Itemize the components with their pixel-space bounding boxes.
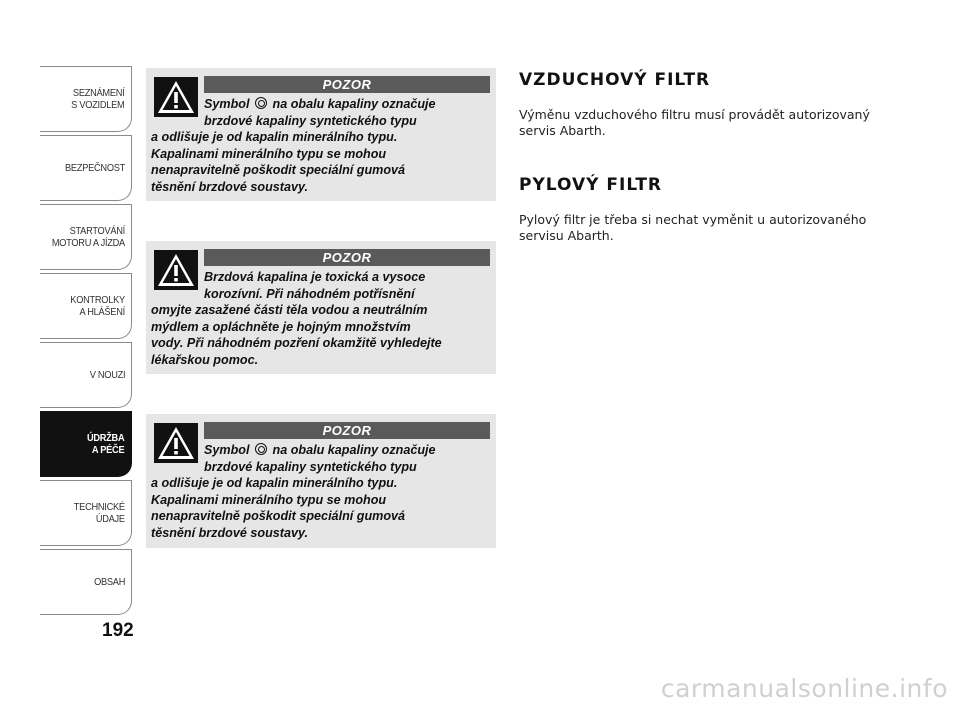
warning-line: nenapravitelně poškodit speciální gumová bbox=[151, 163, 406, 178]
tab-label: STARTOVÁNÍ MOTORU A JÍZDA bbox=[51, 225, 125, 249]
warning-line: Brzdová kapalina je toxická a vysoce bbox=[204, 270, 426, 284]
section-title-pollen-filter: PYLOVÝ FILTR bbox=[519, 175, 663, 195]
tab-udrzba-a-pece[interactable] bbox=[40, 411, 132, 477]
tab-kontrolky-a-hlaseni[interactable] bbox=[40, 273, 132, 339]
warning-header: POZOR bbox=[204, 76, 490, 93]
page-number: 192 bbox=[102, 620, 134, 641]
tab-obsah[interactable] bbox=[40, 549, 132, 615]
warning-header: POZOR bbox=[204, 422, 490, 439]
section-title-air-filter: VZDUCHOVÝ FILTR bbox=[519, 70, 711, 90]
warning-line: vody. Při náhodném pozření okamžitě vyhledejte bbox=[151, 336, 442, 351]
tab-technicke-udaje[interactable] bbox=[40, 480, 132, 546]
warning-line: omyjte zasažené části těla vodou a neutrálním bbox=[151, 303, 428, 318]
brake-fluid-symbol-icon bbox=[255, 443, 267, 455]
warning-line: lékařskou pomoc. bbox=[151, 352, 259, 367]
warning-box bbox=[146, 241, 496, 374]
warning-line: a odlišuje je od kapalin minerálního typu. bbox=[151, 476, 398, 491]
tab-bezpecnost[interactable] bbox=[40, 135, 132, 201]
warning-text bbox=[151, 96, 493, 196]
warning-box bbox=[146, 68, 496, 201]
tab-label: V NOUZI bbox=[89, 369, 125, 381]
warning-text bbox=[151, 269, 493, 369]
tab-label: BEZPEČNOST bbox=[64, 162, 125, 174]
warning-text-part: Symbol bbox=[204, 97, 253, 111]
section-body-pollen-filter: Pylový filtr je třeba si nechat vyměnit u autorizovaného servisu Abarth. bbox=[519, 212, 867, 243]
watermark: carmanualsonline.info bbox=[660, 674, 948, 703]
warning-text-part: na obalu kapaliny označuje bbox=[269, 97, 436, 111]
warning-header: POZOR bbox=[204, 249, 490, 266]
warning-line: mýdlem a opláchněte je hojným množstvím bbox=[151, 319, 411, 334]
warning-line: Kapalinami minerálního typu se mohou bbox=[151, 146, 387, 161]
tab-label: ÚDRŽBA A PÉČE bbox=[87, 432, 125, 456]
tab-label: KONTROLKY A HLÁŠENÍ bbox=[70, 294, 125, 318]
warning-line: brzdové kapaliny syntetického typu bbox=[204, 113, 417, 128]
warning-line: a odlišuje je od kapalin minerálního typu. bbox=[151, 130, 398, 145]
brake-fluid-symbol-icon bbox=[255, 97, 267, 109]
warning-text-part: na obalu kapaliny označuje bbox=[269, 443, 436, 457]
warning-box bbox=[146, 414, 496, 548]
tab-label: OBSAH bbox=[93, 576, 125, 588]
tab-v-nouzi[interactable] bbox=[40, 342, 132, 408]
warning-line: nenapravitelně poškodit speciální gumová bbox=[151, 509, 406, 524]
warning-text-part: Symbol bbox=[204, 443, 253, 457]
tab-startovani-motoru[interactable] bbox=[40, 204, 132, 270]
tab-label: TECHNICKÉ ÚDAJE bbox=[73, 501, 125, 525]
tab-label: SEZNÁMENÍ S VOZIDLEM bbox=[71, 87, 125, 111]
warning-line: těsnění brzdové soustavy. bbox=[151, 179, 309, 194]
warning-text bbox=[151, 442, 493, 542]
section-body-air-filter: Výměnu vzduchového filtru musí provádět autorizovaný servis Abarth. bbox=[519, 107, 870, 138]
warning-line: Kapalinami minerálního typu se mohou bbox=[151, 492, 387, 507]
warning-line: brzdové kapaliny syntetického typu bbox=[204, 459, 417, 474]
warning-line: korozívní. Při náhodném potřísnění bbox=[204, 286, 415, 301]
tab-seznameni-s-vozidlem[interactable] bbox=[40, 66, 132, 132]
warning-line: těsnění brzdové soustavy. bbox=[151, 525, 309, 540]
